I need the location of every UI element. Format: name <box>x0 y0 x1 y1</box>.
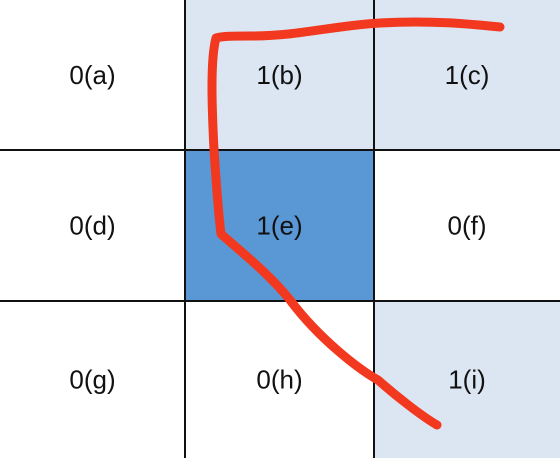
cell-label-e: 1(e) <box>256 210 303 241</box>
cell-label-d: 0(d) <box>69 210 116 241</box>
cell-label-a: 0(a) <box>69 60 116 90</box>
cell-label-b: 1(b) <box>256 60 303 90</box>
cell-label-c: 1(c) <box>444 60 490 90</box>
cell-label-g: 0(g) <box>69 364 116 395</box>
cell-label-h: 0(h) <box>256 364 303 395</box>
cell-label-f: 0(f) <box>447 210 487 241</box>
cell-label-i: 1(i) <box>448 364 486 395</box>
